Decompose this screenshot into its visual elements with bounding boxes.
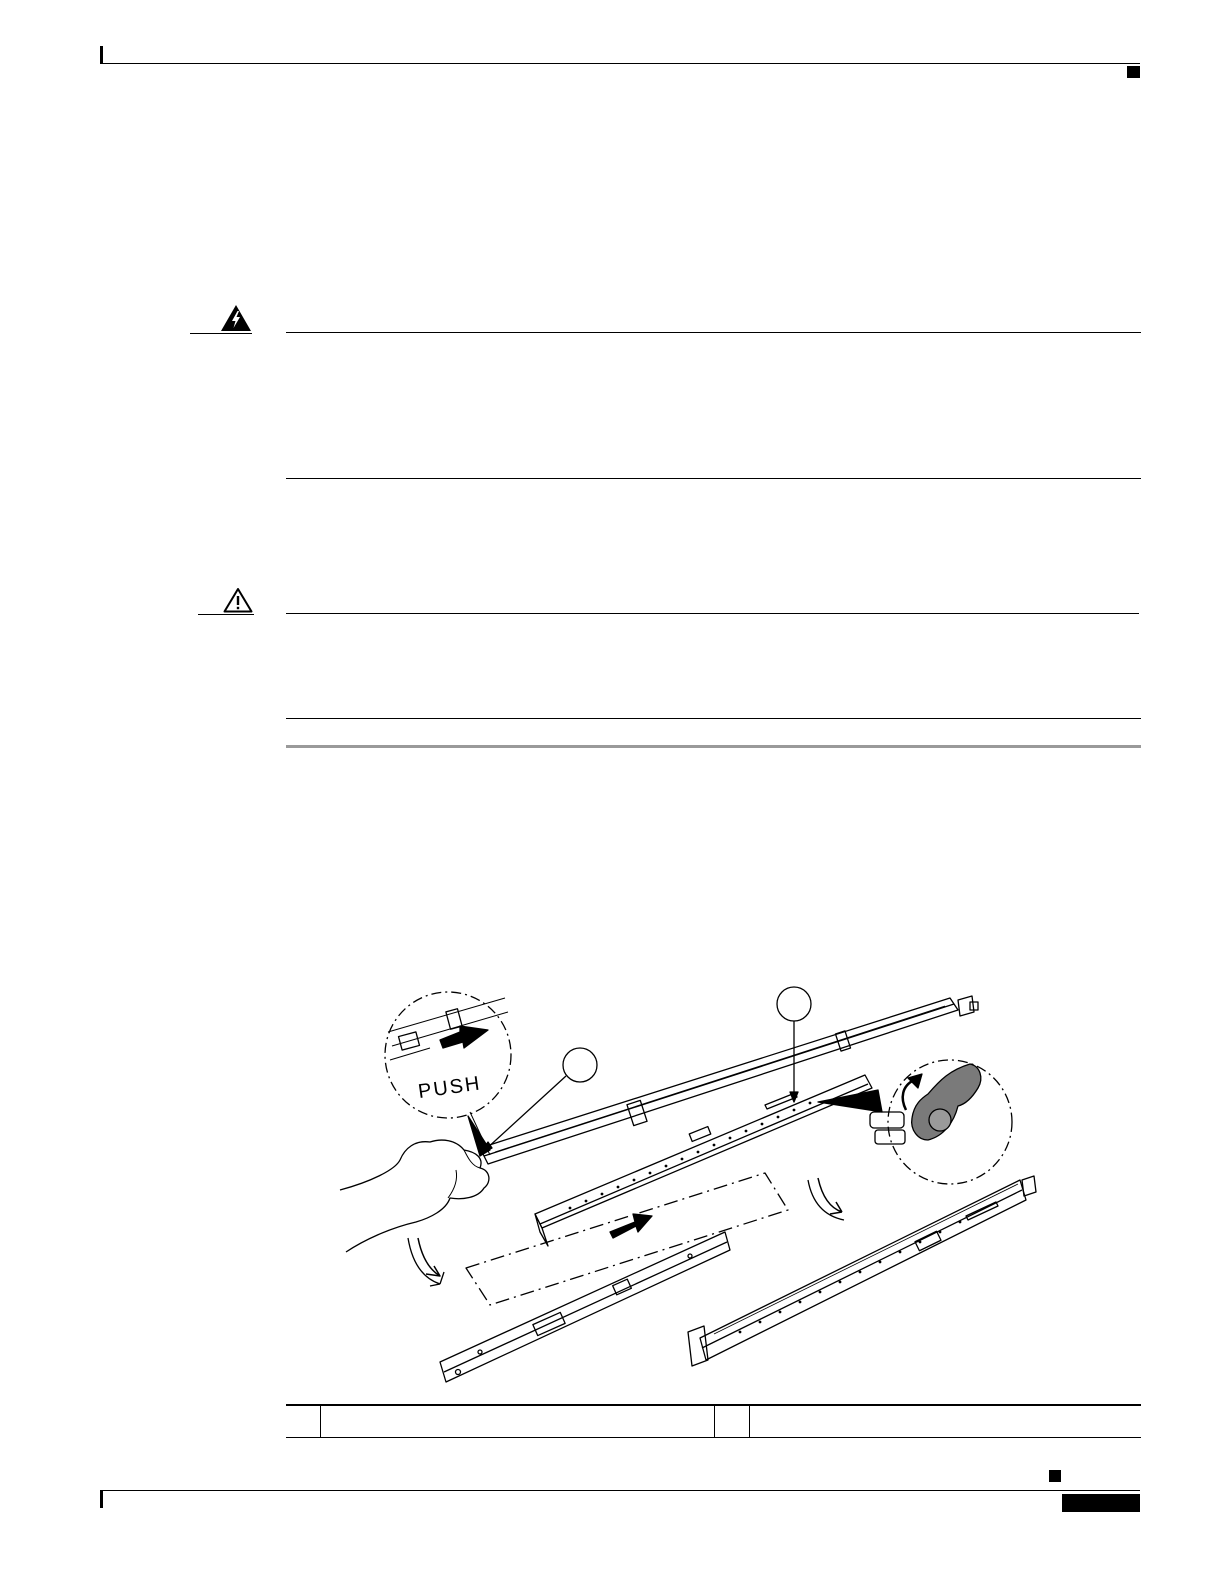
- warning-bottom-rule: [286, 478, 1141, 479]
- caution-bottom-rule: [286, 718, 1141, 719]
- direction-arrow: [610, 1214, 652, 1238]
- caution-top-rule: [286, 613, 1139, 614]
- warning-top-rule: [286, 332, 1141, 333]
- lower-left-rail: [440, 1232, 730, 1382]
- callout-table-divider: [320, 1405, 321, 1438]
- header-marker-square: [1127, 66, 1140, 78]
- header-rule: [100, 63, 1140, 64]
- callout-description: [755, 1409, 1135, 1435]
- section-divider-rule: [286, 745, 1141, 748]
- footer-left-tick: [100, 1490, 103, 1508]
- callout-description: [326, 1409, 710, 1435]
- electrical-hazard-warning-icon: [220, 304, 252, 332]
- slide-rail-illustration: [330, 970, 1050, 1395]
- callout-table-divider: [749, 1405, 750, 1438]
- rail-footprint-outline: [466, 1173, 788, 1305]
- callout-table-divider: [714, 1405, 715, 1438]
- caution-triangle-icon: [223, 587, 253, 613]
- hand-illustration: [340, 1140, 489, 1252]
- callout-number: [718, 1409, 746, 1435]
- warning-symbol-underline: [190, 333, 252, 334]
- header-left-tick: [100, 46, 103, 64]
- page-number-tab: [1062, 1494, 1140, 1512]
- footer-rule: [100, 1490, 1140, 1491]
- lower-right-rail: [688, 1176, 1036, 1366]
- push-zoom-circle: [385, 992, 511, 1156]
- callout-number: [290, 1409, 318, 1435]
- push-label: PUSH: [416, 1072, 483, 1104]
- latch-zoom-circle: [818, 1060, 1012, 1184]
- caution-symbol-underline: [198, 614, 254, 615]
- footer-marker-square: [1049, 1470, 1061, 1482]
